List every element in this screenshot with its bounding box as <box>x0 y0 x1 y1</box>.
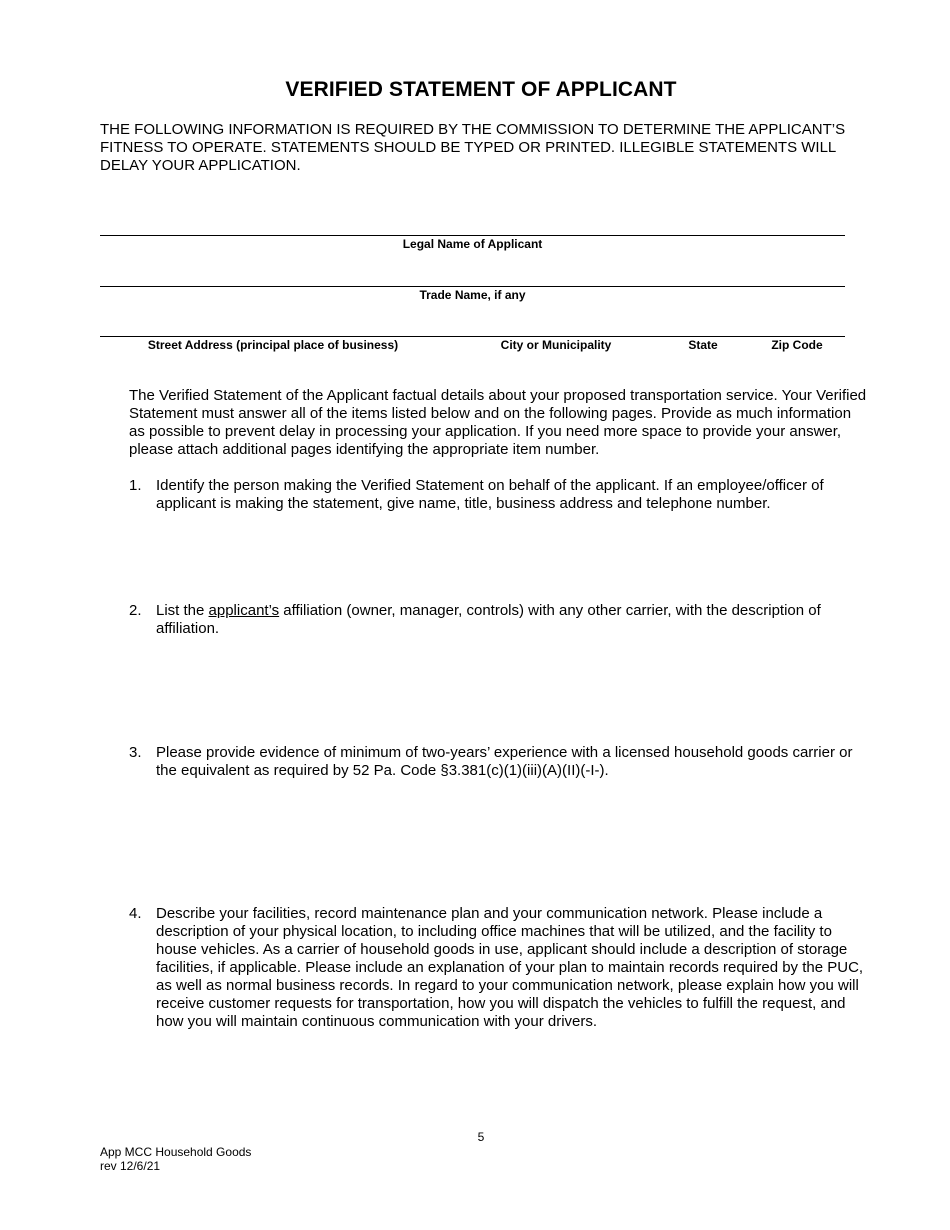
item-number: 3. <box>129 744 142 761</box>
page-number: 5 <box>477 1130 485 1144</box>
item-text: Identify the person making the Verified Statement on behalf of the applicant. If an employee/officer of applicant is making the statement, give name, title, business address and telephone number. <box>156 477 824 512</box>
item-text: Describe your facilities, record maintenance plan and your communication network. Please include a description of your physical location, to including office machines that will be utilized, and the facility to house vehicles. As a carrier of household goods in use, applicant should include a description of storage facilities, if applicable. Please include an explanation of your plan to maintain records required by the PUC, as well as normal business records. In regard to your communication network, please explain how you will receive customer requests for transportation, how you will dispatch the vehicles to fulfill the request, and how you will maintain continuous communication with your drivers. <box>156 905 864 1030</box>
item-text-before: List the <box>156 602 209 619</box>
trade-name-line[interactable] <box>100 286 845 287</box>
street-address-label: Street Address (principal place of business) <box>147 338 399 352</box>
intro-notice: THE FOLLOWING INFORMATION IS REQUIRED BY THE COMMISSION TO DETERMINE THE APPLICANT’S FITNESS TO OPERATE. STATEMENTS SHOULD BE TYPED OR PRINTED. ILLEGIBLE STATEMENTS WILL DELAY YOUR APPLICATION. <box>100 121 846 174</box>
list-item-4 <box>129 905 869 1031</box>
legal-name-line[interactable] <box>100 235 845 236</box>
trade-name-label: Trade Name, if any <box>419 288 526 302</box>
instructions-paragraph: The Verified Statement of the Applicant factual details about your proposed transportation service. Your Verified Statement must answer all of the items listed below and on the following pages. Provide as much information as possible to prevent delay in processing your application. If you need more space to provide your answer, please attach additional pages identifying the appropriate item number. <box>129 387 867 458</box>
footer <box>100 1145 251 1173</box>
applicants-underlined: applicant’s <box>208 602 280 619</box>
item-text-after: affiliation (owner, manager, controls) with any other carrier, with the description of affiliation. <box>156 602 821 637</box>
address-line[interactable] <box>100 336 845 337</box>
zip-code-label: Zip Code <box>771 338 823 352</box>
footer-revision: rev 12/6/21 <box>100 1159 161 1173</box>
item-number: 2. <box>129 602 142 619</box>
footer-form-name: App MCC Household Goods <box>100 1145 252 1159</box>
city-label: City or Municipality <box>500 338 612 352</box>
state-label: State <box>688 338 718 352</box>
page-title: VERIFIED STATEMENT OF APPLICANT <box>285 78 677 101</box>
list-item-3 <box>129 744 869 780</box>
list-item-2 <box>129 602 869 638</box>
legal-name-label: Legal Name of Applicant <box>402 237 543 251</box>
item-number: 4. <box>129 905 142 922</box>
item-text <box>156 602 869 638</box>
list-item-1 <box>129 477 869 513</box>
item-number: 1. <box>129 477 142 494</box>
item-text: Please provide evidence of minimum of two-years’ experience with a licensed household goods carrier or the equivalent as required by 52 Pa. Code §3.381(c)(1)(iii)(A)(II)(-I-). <box>156 744 853 779</box>
